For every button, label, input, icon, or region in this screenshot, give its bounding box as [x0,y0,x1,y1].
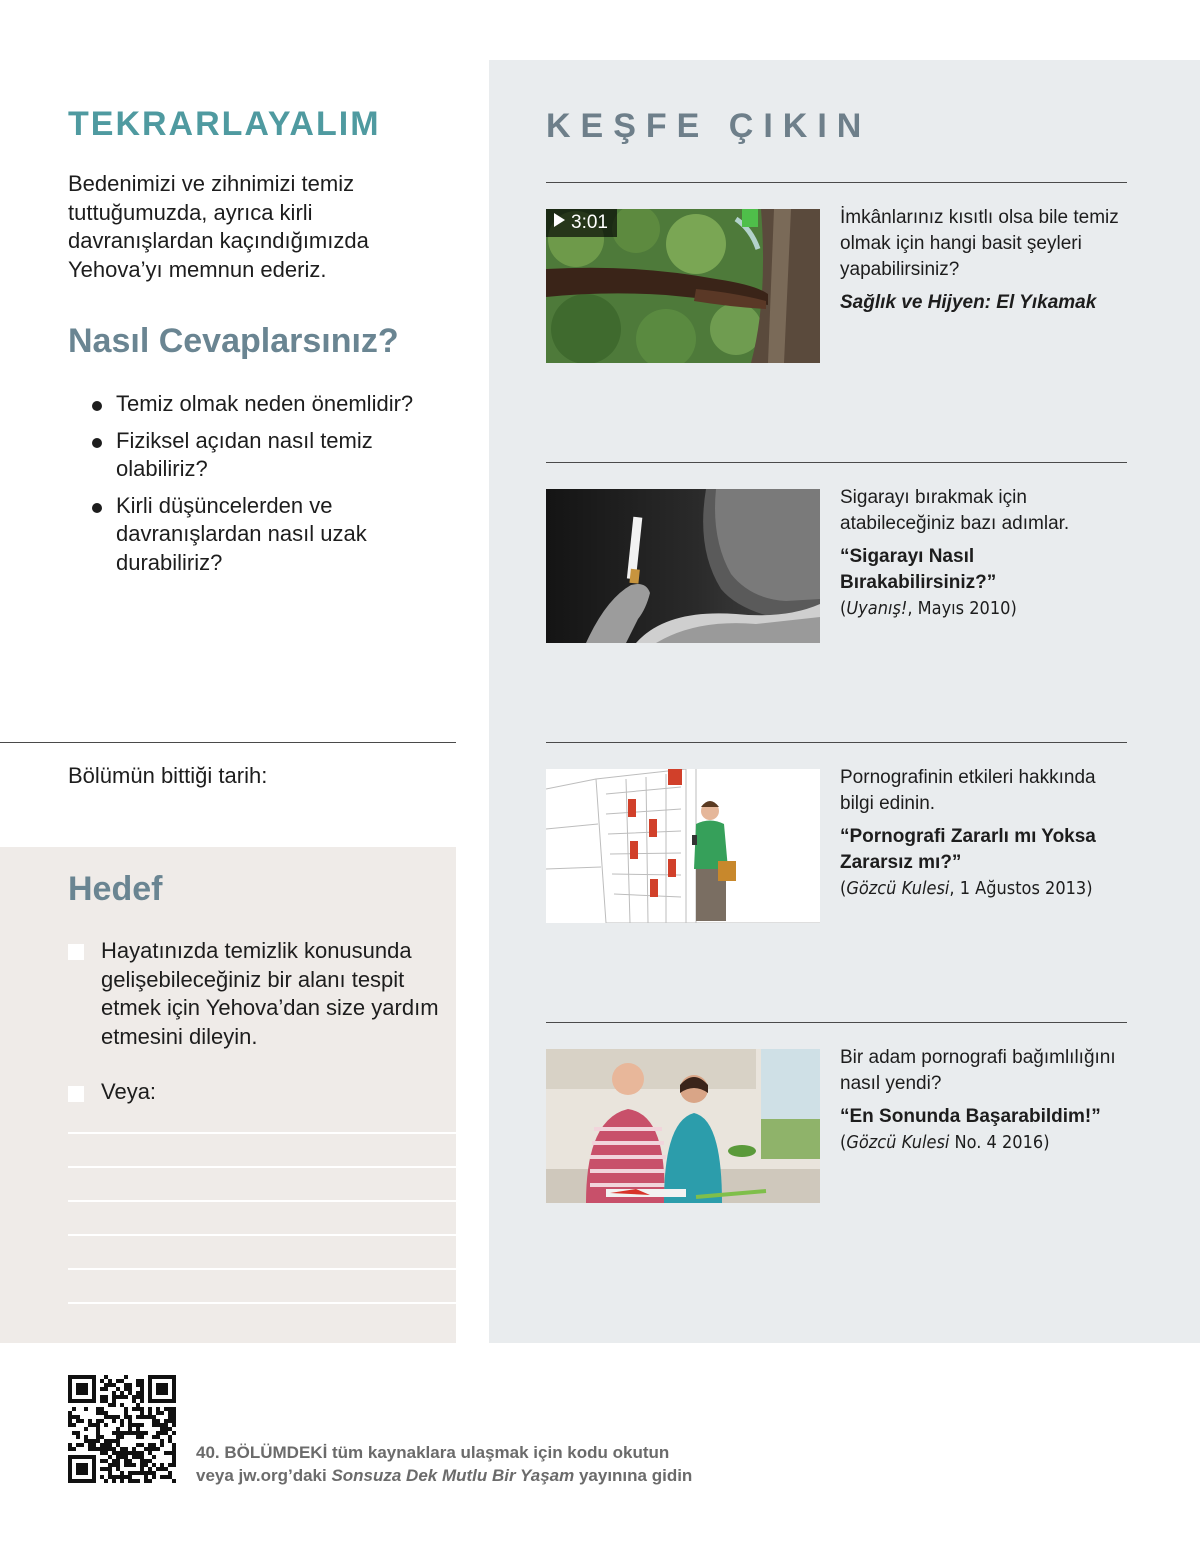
play-icon [554,213,565,227]
completion-date-label: Bölümün bittiği tarih: [68,763,268,788]
bullet-icon [92,438,102,448]
goal-item-text: Hayatınızda temizlik konusunda gelişebileceğiniz bir alanı tespit etmek için Yehova’dan size yardım etmesini dileyin. [101,938,439,1049]
review-heading: TEKRARLAYALIM [68,105,381,143]
divider [546,182,1127,183]
video-duration-badge: 3:01 [546,209,617,237]
explore-item-source: (Gözcü Kulesi, 1 Ağustos 2013) [840,878,1093,899]
footer-line-2: veya jw.org’daki Sonsuza Dek Mutlu Bir Yaşam yayınına gidin [196,1466,693,1485]
man-with-phone-illustration[interactable] [546,769,820,923]
footer-text [196,1441,796,1487]
write-line[interactable] [68,1268,456,1270]
explore-item-title[interactable]: Sağlık ve Hijyen: El Yıkamak [840,292,1097,313]
hand-washing-photo[interactable] [546,209,820,363]
review-text: Bedenimizi ve zihnimizi temiz tuttuğumuzda, ayrıca kirli davranışlardan kaçındığımızda Yehova’yı memnun ederiz. [68,171,369,282]
bullet-icon [92,401,102,411]
write-line[interactable] [68,1234,456,1236]
write-line[interactable] [68,1132,456,1134]
write-line[interactable] [68,1302,456,1304]
explore-item-source: (Uyanış!, Mayıs 2010) [840,598,1017,619]
explore-heading: KEŞFE ÇIKIN [546,107,872,145]
goal-checkbox[interactable] [68,944,84,960]
explore-item-title[interactable]: “En Sonunda Başarabildim!” [840,1106,1101,1127]
cigarette-photo[interactable] [546,489,820,643]
goal-heading: Hedef [68,870,163,908]
question-list [90,390,460,585]
question-item: Kirli düşüncelerden ve davranışlardan nasıl uzak durabiliriz? [90,492,460,578]
question-item: Temiz olmak neden önemlidir? [90,390,460,419]
explore-item-title[interactable]: “Pornografi Zararlı mı Yoksa Zararsız mı?” [840,826,1096,873]
divider [546,462,1127,463]
divider [546,742,1127,743]
goal-item-text: Veya: [101,1079,157,1104]
answer-heading: Nasıl Cevaplarsınız? [68,322,399,360]
divider [0,742,456,743]
goal-checkbox[interactable] [68,1086,84,1102]
footer-line-1: 40. BÖLÜMDEKİ tüm kaynaklara ulaşmak için kodu okutun [196,1443,670,1462]
question-item: Fiziksel açıdan nasıl temiz olabiliriz? [90,427,460,484]
explore-item-source: (Gözcü Kulesi No. 4 2016) [840,1132,1050,1153]
divider [546,1022,1127,1023]
write-line[interactable] [68,1166,456,1168]
explore-item-description: Bir adam pornografi bağımlılığını nasıl yendi? [840,1047,1116,1094]
write-line[interactable] [68,1200,456,1202]
explore-item-description: Pornografinin etkileri hakkında bilgi edinin. [840,767,1096,814]
couple-cooking-photo[interactable] [546,1049,820,1203]
explore-item-description: Sigarayı bırakmak için atabileceğiniz bazı adımlar. [840,487,1070,534]
explore-item-description: İmkânlarınız kısıtlı olsa bile temiz olmak için hangi basit şeyleri yapabilirsiniz? [840,207,1119,280]
bullet-icon [92,503,102,513]
explore-item-title[interactable]: “Sigarayı Nasıl Bırakabilirsiniz?” [840,546,997,593]
qr-code-icon[interactable] [68,1375,176,1483]
